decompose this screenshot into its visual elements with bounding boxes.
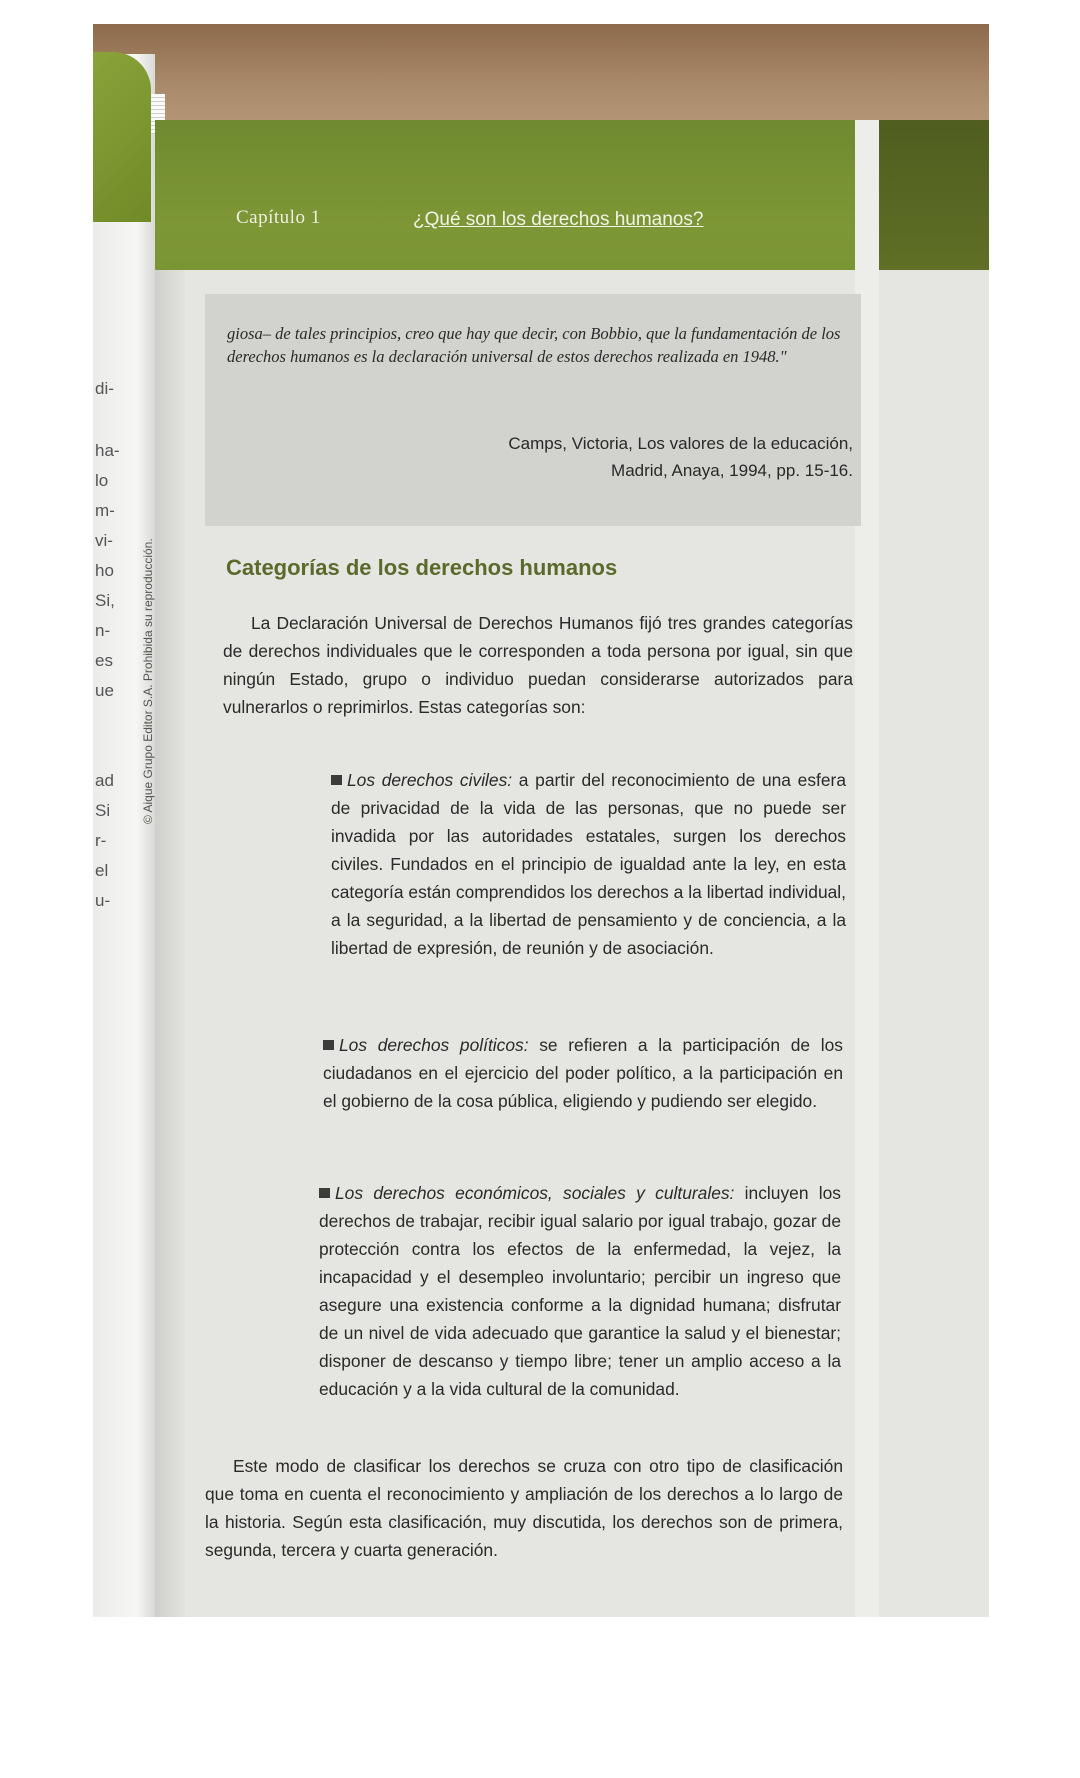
book-gutter bbox=[155, 136, 185, 1617]
chapter-title: ¿Qué son los derechos humanos? bbox=[413, 209, 704, 230]
bullet-political-rights bbox=[323, 1031, 843, 1115]
margin-fragment: r- bbox=[95, 831, 107, 850]
margin-fragment: m- bbox=[95, 501, 115, 520]
chapter-label: Capítulo 1 bbox=[236, 207, 321, 228]
section-title: Categorías de los derechos humanos bbox=[226, 555, 618, 580]
bullet-heading: Los derechos económicos, sociales y culturales: bbox=[335, 1183, 735, 1203]
bullet-economic-rights bbox=[319, 1179, 841, 1403]
citation-line: Camps, Victoria, Los valores de la educación, bbox=[508, 434, 853, 453]
margin-fragment: ad bbox=[95, 771, 114, 790]
margin-fragment: lo bbox=[95, 471, 109, 490]
bullet-square-icon bbox=[319, 1188, 330, 1198]
bullet-body: se refieren a la participación de los ciudadanos en el ejercicio del poder político, a la participación en el gobierno de la cosa pública, eligiendo y pudiendo ser elegido. bbox=[323, 1035, 844, 1111]
bullet-body: a partir del reconocimiento de una esfera de privacidad de la vida de las personas, que no puede ser invadida por las autoridades estatales, surgen los derechos civiles. Fundados en el principio de igualdad ante la ley, en esta categoría están comprendidos los derechos a la libertad individual, a la seguridad, a la libertad de pensamiento y de conciencia, a la libertad de expresión, de reunión y de asociación. bbox=[331, 770, 846, 958]
bullet-heading: Los derechos civiles: bbox=[347, 770, 513, 790]
closing-paragraph bbox=[205, 1452, 843, 1564]
bullet-body: incluyen los derechos de trabajar, recibir igual salario por igual trabajo, gozar de protección contra los efectos de la enfermedad, la vejez, la incapacidad y el desempleo involuntario; percibir un ingreso que asegure una existencia conforme a la dignidad humana; disfrutar de un nivel de vida adecuado que garantice la salud y el bienestar; disponer de descanso y tiempo libre; tener un amplio acceso a la educación y a la vida cultural de la comunidad. bbox=[319, 1183, 842, 1399]
margin-fragment: vi- bbox=[95, 531, 113, 550]
book-photo bbox=[93, 24, 989, 1617]
intro-text: La Declaración Universal de Derechos Humanos fijó tres grandes categorías de derechos individuales que le corresponden a toda persona por igual, sin que ningún Estado, grupo o individuo puedan considerarse autorizados para vulnerarlos o reprimirlos. Estas categorías son: bbox=[223, 613, 853, 717]
margin-fragment: el bbox=[95, 861, 109, 880]
quote-citation bbox=[393, 430, 853, 484]
intro-paragraph bbox=[223, 609, 853, 721]
margin-fragment: ha- bbox=[95, 441, 120, 460]
left-page-header-tab bbox=[93, 52, 151, 222]
bullet-square-icon bbox=[323, 1040, 334, 1050]
margin-fragment: u- bbox=[95, 891, 111, 910]
margin-fragment: Si bbox=[95, 801, 111, 820]
citation-line: Madrid, Anaya, 1994, pp. 15-16. bbox=[611, 461, 853, 480]
copyright-notice: © Aique Grupo Editor S.A. Prohibida su reproducción. bbox=[141, 538, 155, 824]
margin-fragment: ho bbox=[95, 561, 114, 580]
margin-fragment: ue bbox=[95, 681, 114, 700]
bullet-civil-rights bbox=[331, 766, 846, 962]
margin-fragment: es bbox=[95, 651, 113, 670]
margin-fragment: Si, bbox=[95, 591, 115, 610]
closing-text: Este modo de clasificar los derechos se cruza con otro tipo de clasificación que toma en cuenta el reconocimiento y ampliación de los derechos a lo largo de la historia. Según esta clasificación, muy discutida, los derechos son de primera, segunda, tercera y cuarta generación. bbox=[205, 1456, 843, 1560]
margin-fragment: di- bbox=[95, 379, 114, 398]
bullet-square-icon bbox=[331, 775, 342, 785]
chapter-header-bar bbox=[155, 120, 855, 270]
header-dark-block bbox=[879, 120, 989, 270]
margin-fragment: n- bbox=[95, 621, 111, 640]
quote-text: giosa– de tales principios, creo que hay que decir, con Bobbio, que la fundamentación de los derechos humanos es la declaración universal de estos derechos realizada en 1948." bbox=[227, 324, 841, 366]
bullet-heading: Los derechos políticos: bbox=[339, 1035, 529, 1055]
